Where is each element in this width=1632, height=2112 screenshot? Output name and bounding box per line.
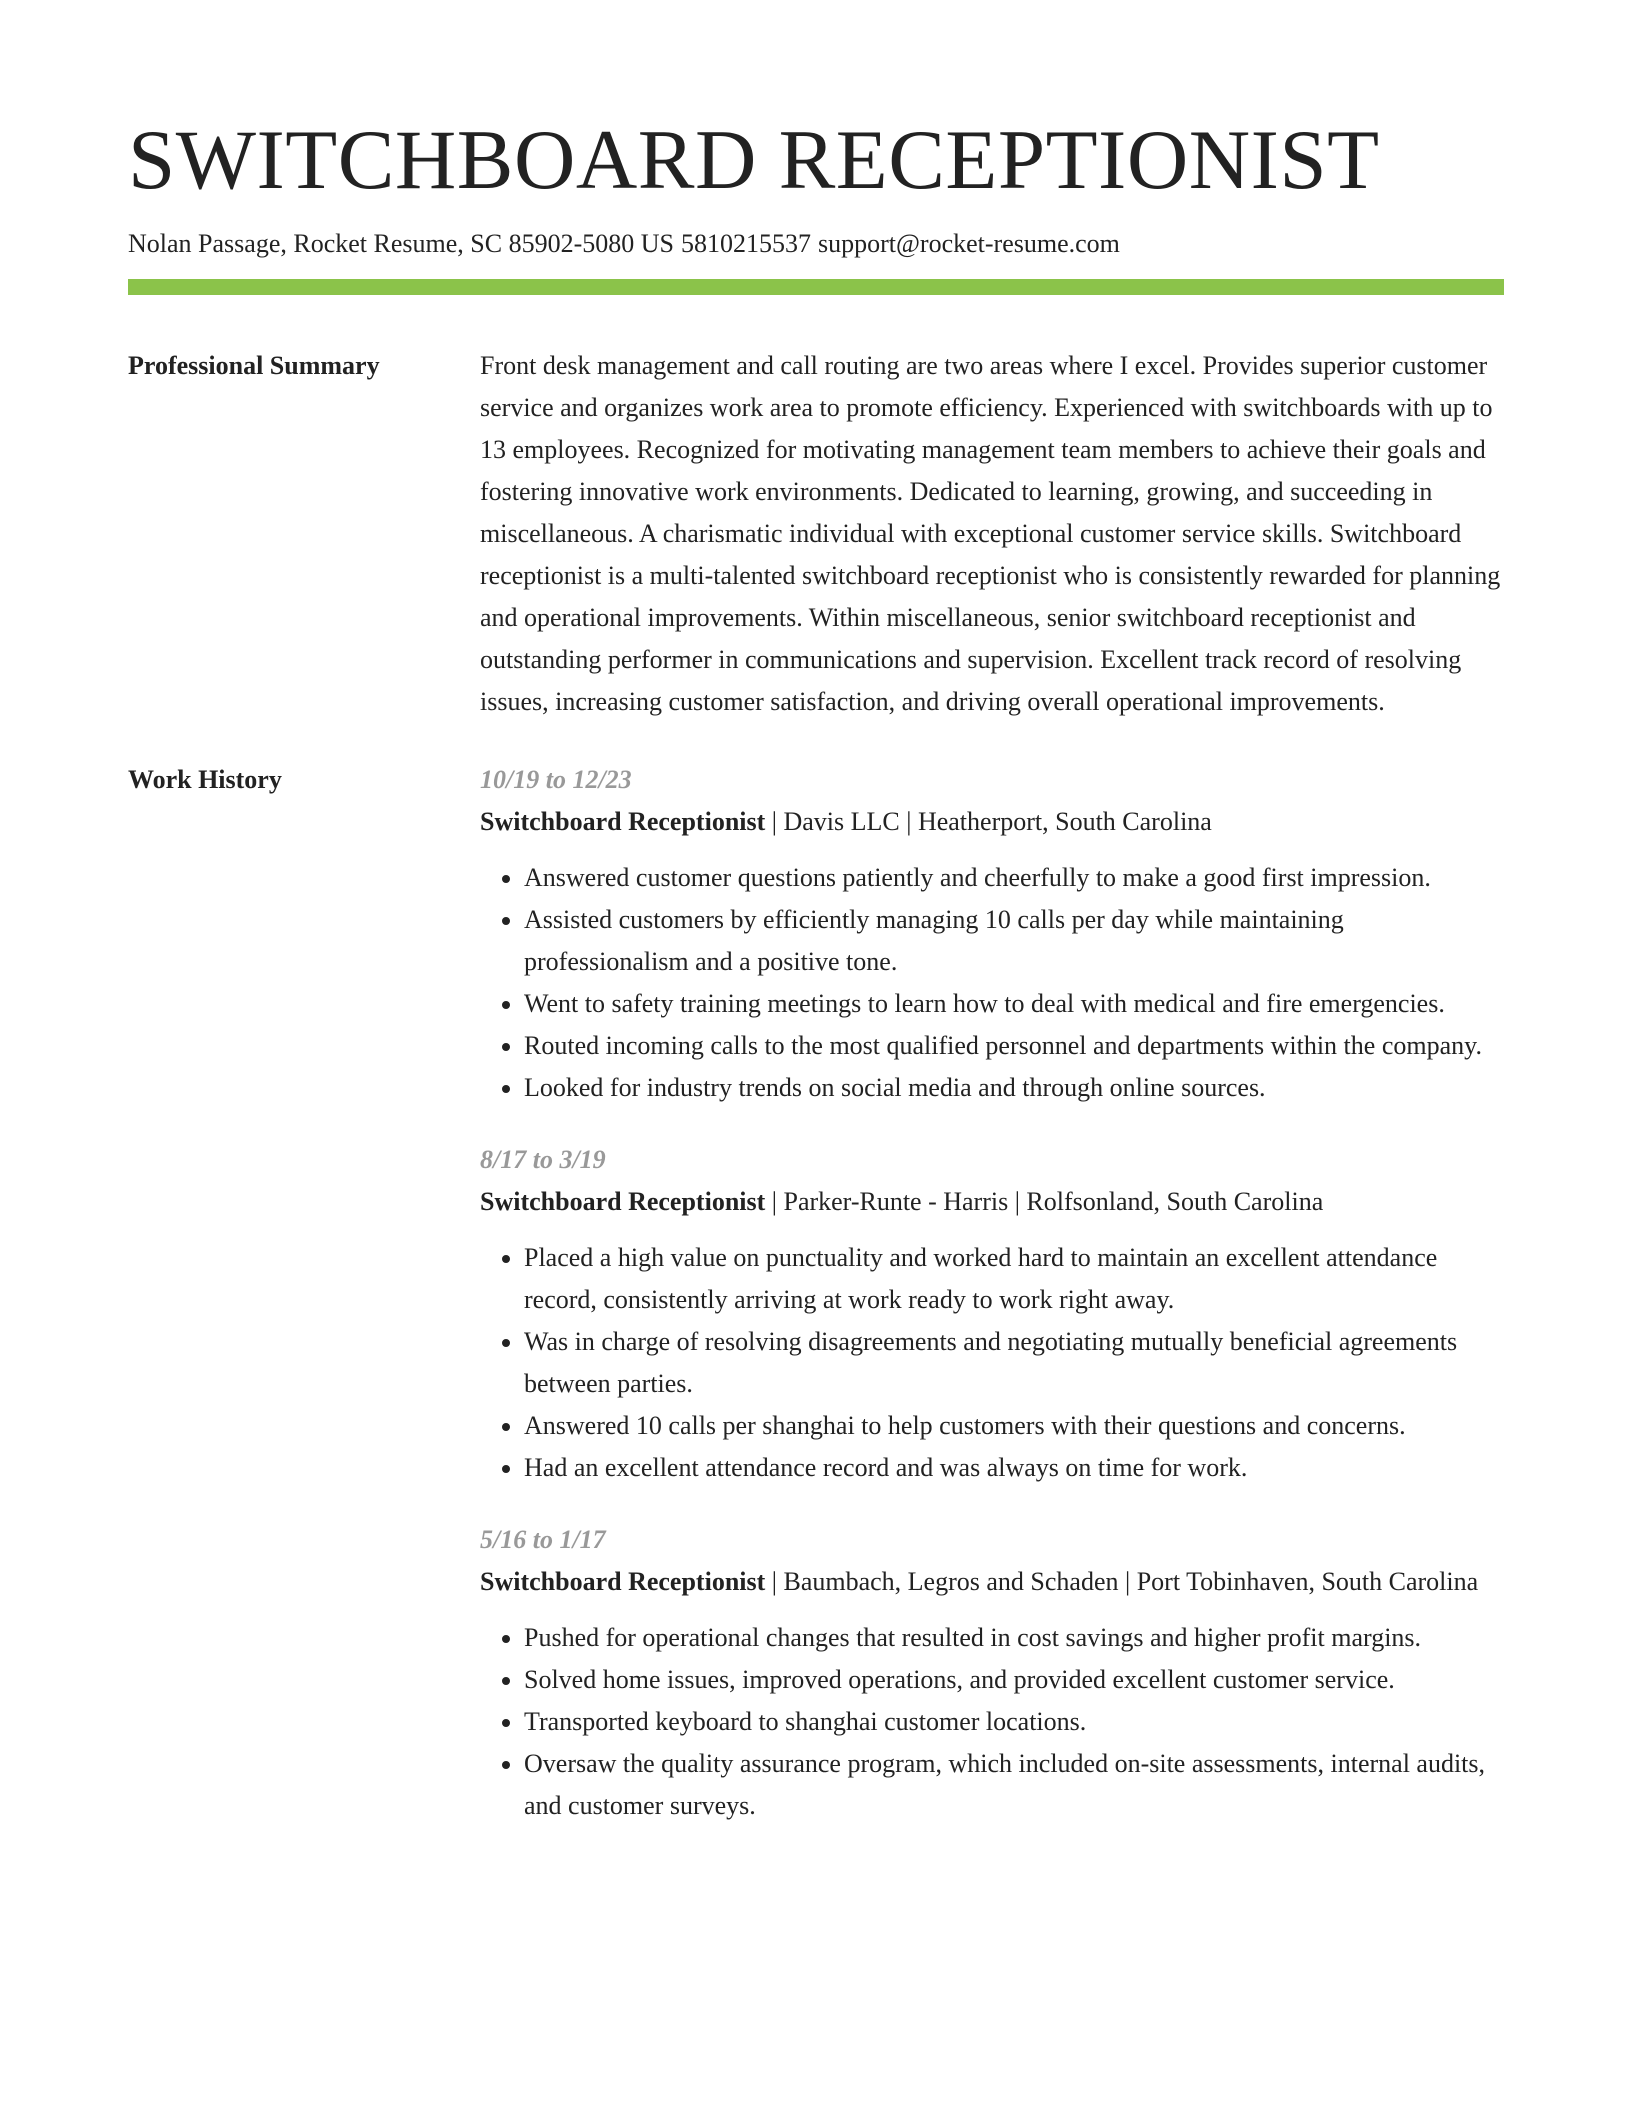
job-bullet: • Answered customer questions patiently and cheerfully to make a good first impression. (524, 857, 1504, 899)
job-entry (480, 1519, 1504, 1827)
summary-body (480, 345, 1504, 723)
job-bullet-list (480, 857, 1504, 1109)
job-bullet: • Had an excellent attendance record and was always on time for work. (524, 1447, 1504, 1489)
job-bullet: • Assisted customers by efficiently managing 10 calls per day while maintaining professionalism and a positive tone. (524, 899, 1504, 983)
job-bullet: • Answered 10 calls per shanghai to help customers with their questions and concerns. (524, 1405, 1504, 1447)
summary-heading: Professional Summary (128, 351, 380, 381)
job-bullet: • Pushed for operational changes that resulted in cost savings and higher profit margins. (524, 1617, 1504, 1659)
job-entry (480, 1139, 1504, 1489)
contact-phone: 5810215537 (680, 229, 811, 258)
work-history-heading: Work History (128, 765, 282, 795)
job-title-line (480, 801, 1504, 843)
job-title: Switchboard Receptionist (480, 807, 766, 837)
resume-name: SWITCHBOARD RECEPTIONIST (128, 113, 1380, 207)
job-title: Switchboard Receptionist (480, 1567, 766, 1597)
header-divider (128, 279, 1504, 295)
job-entry (480, 759, 1504, 1109)
job-bullet: • Looked for industry trends on social media and through online sources. (524, 1067, 1504, 1109)
contact-email: support@rocket-resume.com (817, 229, 1120, 258)
job-dates: 8/17 to 3/19 (480, 1145, 606, 1175)
job-bullet-list (480, 1617, 1504, 1827)
job-bullet: • Placed a high value on punctuality and worked hard to maintain an excellent attendance record, consistently arriving at work ready to work right away. (524, 1237, 1504, 1321)
job-title-line (480, 1181, 1504, 1223)
job-bullet: • Oversaw the quality assurance program, which included on-site assessments, internal audits, and customer surveys. (524, 1743, 1504, 1827)
summary-section (128, 345, 1504, 723)
job-bullet: • Was in charge of resolving disagreements and negotiating mutually beneficial agreements between parties. (524, 1321, 1504, 1405)
resume-page (128, 0, 1504, 1857)
job-details: | Baumbach, Legros and Schaden | Port Tobinhaven, South Carolina (765, 1567, 1479, 1597)
job-bullet: • Routed incoming calls to the most qualified personnel and departments within the company. (524, 1025, 1504, 1067)
job-bullet: • Solved home issues, improved operations, and provided excellent customer service. (524, 1659, 1504, 1701)
summary-text: Front desk management and call routing are two areas where I excel. Provides superior customer service and organizes work area to promote efficiency. Experienced with switchboards with up to 13 employees. Recognized for motivating management team members to achieve their goals and fostering innovative work environments. Dedicated to learning, growing, and succeeding in miscellaneous. A charismatic individual with exceptional customer service skills. Switchboard receptionist is a multi-talented switchboard receptionist who is consistently rewarded for planning and operational improvements. Within miscellaneous, senior switchboard receptionist and outstanding performer in communications and supervision. Excellent track record of resolving issues, increasing customer satisfaction, and driving overall operational improvements. (480, 351, 1501, 717)
job-dates: 10/19 to 12/23 (480, 765, 632, 795)
job-title: Switchboard Receptionist (480, 1187, 766, 1217)
job-dates: 5/16 to 1/17 (480, 1525, 606, 1555)
job-details: | Davis LLC | Heatherport, South Carolina (765, 807, 1212, 837)
job-title-line (480, 1561, 1504, 1603)
job-bullet-list (480, 1237, 1504, 1489)
contact-address: Nolan Passage, Rocket Resume, SC 85902-5080 US (128, 229, 674, 258)
work-history-list (480, 759, 1504, 1857)
job-bullet: • Transported keyboard to shanghai customer locations. (524, 1701, 1504, 1743)
work-history-section (128, 759, 1504, 1857)
contact-line (128, 228, 1504, 259)
job-details: | Parker-Runte - Harris | Rolfsonland, South Carolina (765, 1187, 1324, 1217)
job-bullet: • Went to safety training meetings to learn how to deal with medical and fire emergencies. (524, 983, 1504, 1025)
